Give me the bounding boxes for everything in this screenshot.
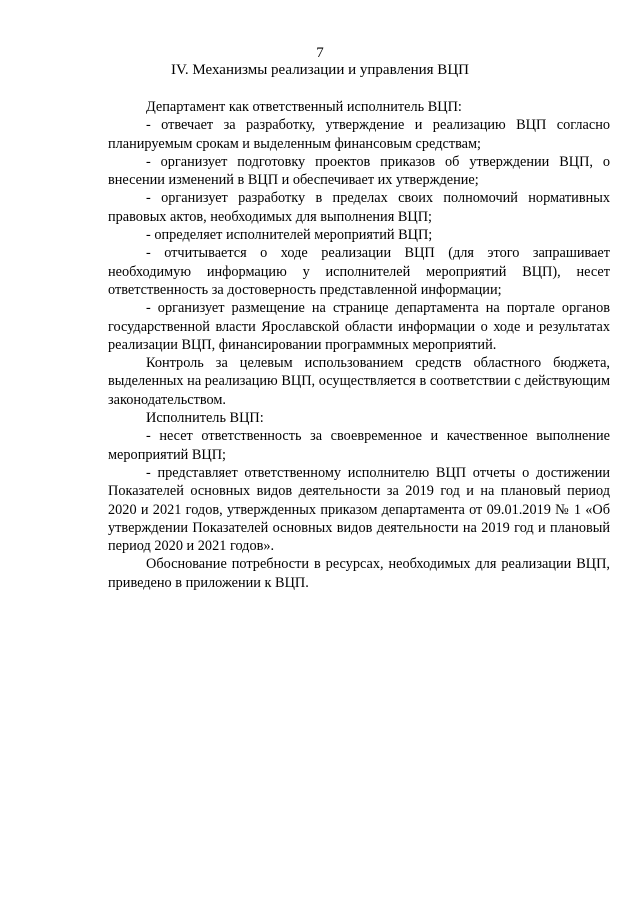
paragraph: - организует разработку в пределах своих полномочий нормативных правовых актов, необходимых для выполнения ВЦП;: [108, 190, 610, 225]
section-title: IV. Механизмы реализации и управления ВЦП: [171, 62, 469, 78]
paragraph: Исполнитель ВЦП:: [146, 410, 264, 427]
page-number: 7: [316, 45, 324, 61]
paragraph: Департамент как ответственный исполнитель ВЦП:: [146, 99, 462, 115]
paragraph: - организует размещение на странице департамента на портале органов государственной власти Ярославской области информации о ходе и результатах реализации ВЦП, финансировании программных мероприятий.: [108, 300, 610, 353]
paragraph: Обоснование потребности в ресурсах, необходимых для реализации ВЦП, приведено в приложении к ВЦП.: [108, 556, 610, 591]
paragraph: - организует подготовку проектов приказов об утверждении ВЦП, о внесении изменений в ВЦП и обеспечивает их утверждение;: [108, 153, 610, 189]
paragraph: - представляет ответственному исполнителю ВЦП отчеты о достижении Показателей основных видов деятельности за 2019 год и на плановый период 2020 и 2021 годов, утвержденных приказом департамента от 09.01.2019 № 1 «Об утверждении Показателей основных видов деятельности на 2019 год и плановый период 2020 и 2021 годов».: [108, 464, 610, 555]
paragraph: - отчитывается о ходе реализации ВЦП (для этого запрашивает необходимую информацию у исполнителей мероприятий ВЦП), несет ответственность за достоверность представленной информации;: [108, 245, 610, 298]
paragraph: - определяет исполнителей мероприятий ВЦП;: [146, 227, 433, 244]
paragraph: - несет ответственность за своевременное и качественное выполнение мероприятий ВЦП;: [108, 428, 610, 463]
document-body: [108, 98, 610, 592]
paragraph: - отвечает за разработку, утверждение и реализацию ВЦП согласно планируемым срокам и выделенным финансовым средствам;: [108, 117, 610, 152]
paragraph: Контроль за целевым использованием средств областного бюджета, выделенных на реализацию ВЦП, осуществляется в соответствии с действующим законодательством.: [108, 355, 610, 408]
